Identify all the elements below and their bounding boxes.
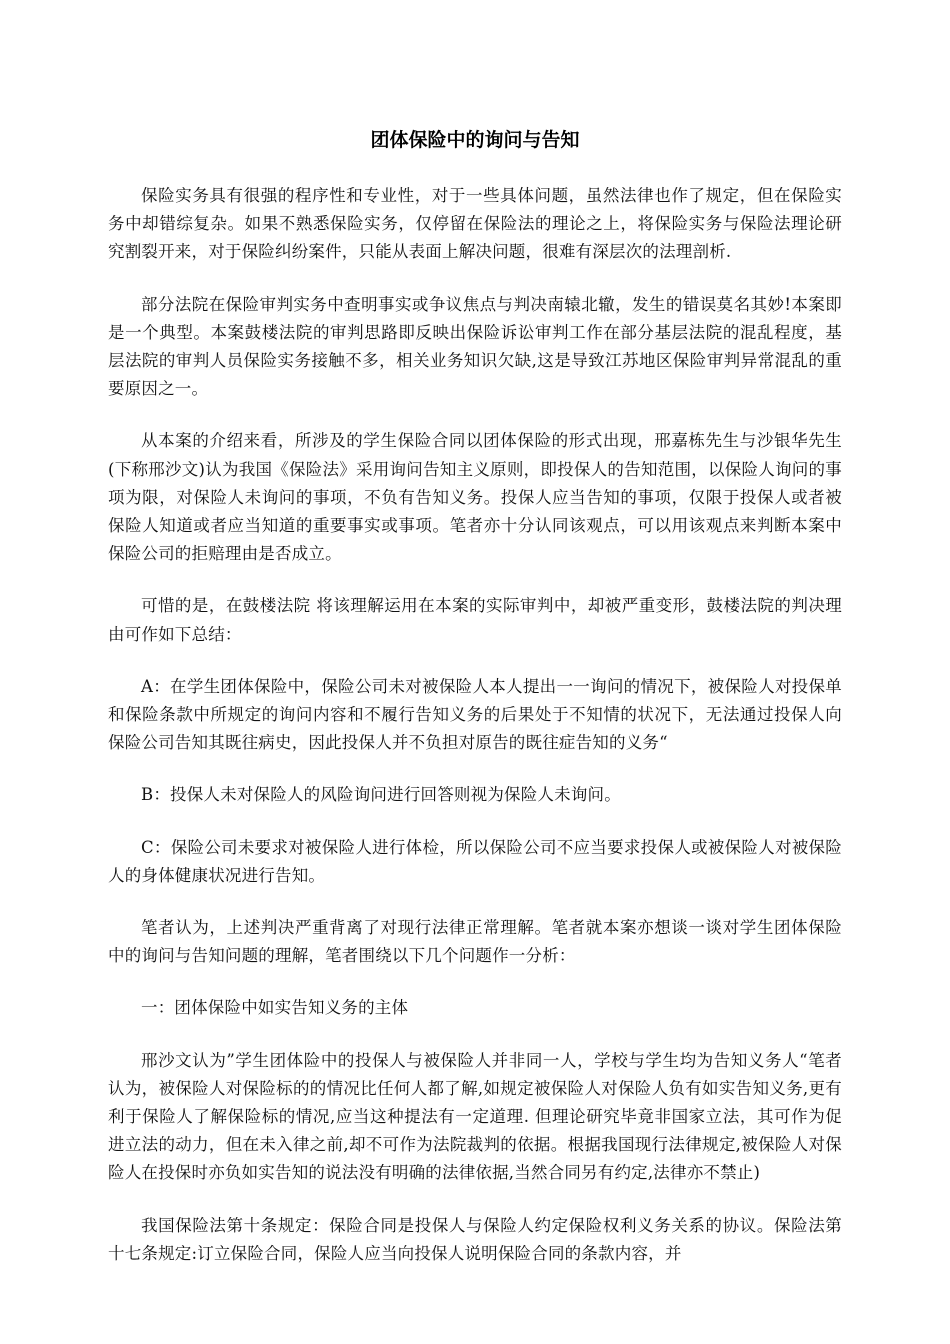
paragraph: 笔者认为，上述判决严重背离了对现行法律正常理解。笔者就本案亦想谈一谈对学生团体保险中的询问与告知问题的理解，笔者围绕以下几个问题作一分析：	[108, 918, 842, 966]
paragraph: B：投保人未对保险人的风险询问进行回答则视为保险人未询问。	[141, 785, 621, 805]
paragraph: 保险实务具有很强的程序性和专业性，对于一些具体问题，虽然法律也作了规定，但在保险实务中却错综复杂。如果不熟悉保险实务，仅停留在保险法的理论之上，将保险实务与保险法理论研究割裂开来，对于保险纠纷案件，只能从表面上解决问题，很难有深层次的法理剖析.	[108, 186, 842, 262]
paragraph: 我国保险法第十条规定：保险合同是投保人与保险人约定保险权利义务关系的协议。保险法第十七条规定:订立保险合同，保险人应当向投保人说明保险合同的条款内容，并	[108, 1215, 842, 1263]
paragraph: 从本案的介绍来看，所涉及的学生保险合同以团体保险的形式出现，邢嘉栋先生与沙银华先生(下称邢沙文)认为我国《保险法》采用询问告知主义原则，即投保人的告知范围，以保险人询问的事项为限，对保险人未询问的事项，不负有告知义务。投保人应当告知的事项，仅限于投保人或者被保险人知道或者应当知道的重要事实或事项。笔者亦十分认同该观点，可以用该观点来判断本案中保险公司的拒赔理由是否成立。	[108, 431, 842, 564]
paragraph: 可惜的是，在鼓楼法院 将该理解运用在本案的实际审判中，却被严重变形，鼓楼法院的判决理由可作如下总结：	[108, 596, 842, 644]
document-body	[108, 182, 842, 1292]
paragraph: 部分法院在保险审判实务中查明事实或争议焦点与判决南辕北辙，发生的错误莫名其妙!本案即是一个典型。本案鼓楼法院的审判思路即反映出保险诉讼审判工作在部分基层法院的混乱程度，基层法院的审判人员保险实务接触不多，相关业务知识欠缺,这是导致江苏地区保险审判异常混乱的重要原因之一。	[108, 294, 842, 399]
section-heading: 一：团体保险中如实告知义务的主体	[141, 998, 409, 1018]
paragraph: 邢沙文认为”学生团体险中的投保人与被保险人并非同一人，学校与学生均为告知义务人“笔者认为，被保险人对保险标的的情况比任何人都了解,如规定被保险人对保险人负有如实告知义务,更有利于保险人了解保险标的情况,应当这种提法有一定道理. 但理论研究毕竟非国家立法，其可作为促进立法的动力，但在未入律之前,却不可作为法院裁判的依据。根据我国现行法律规定,被保险人对保险人在投保时亦负如实告知的说法没有明确的法律依据,当然合同另有约定,法律亦不禁止)	[108, 1050, 842, 1183]
paragraph: C：保险公司未要求对被保险人进行体检，所以保险公司不应当要求投保人或被保险人对被保险人的身体健康状况进行告知。	[108, 837, 842, 885]
document-title: 团体保险中的询问与告知	[370, 129, 580, 151]
paragraph: A：在学生团体保险中，保险公司未对被保险人本人提出一一询问的情况下，被保险人对投保单和保险条款中所规定的询问内容和不履行告知义务的后果处于不知情的状况下，无法通过投保人向保险公司告知其既往病史，因此投保人并不负担对原告的既往症告知的义务“	[108, 676, 842, 753]
